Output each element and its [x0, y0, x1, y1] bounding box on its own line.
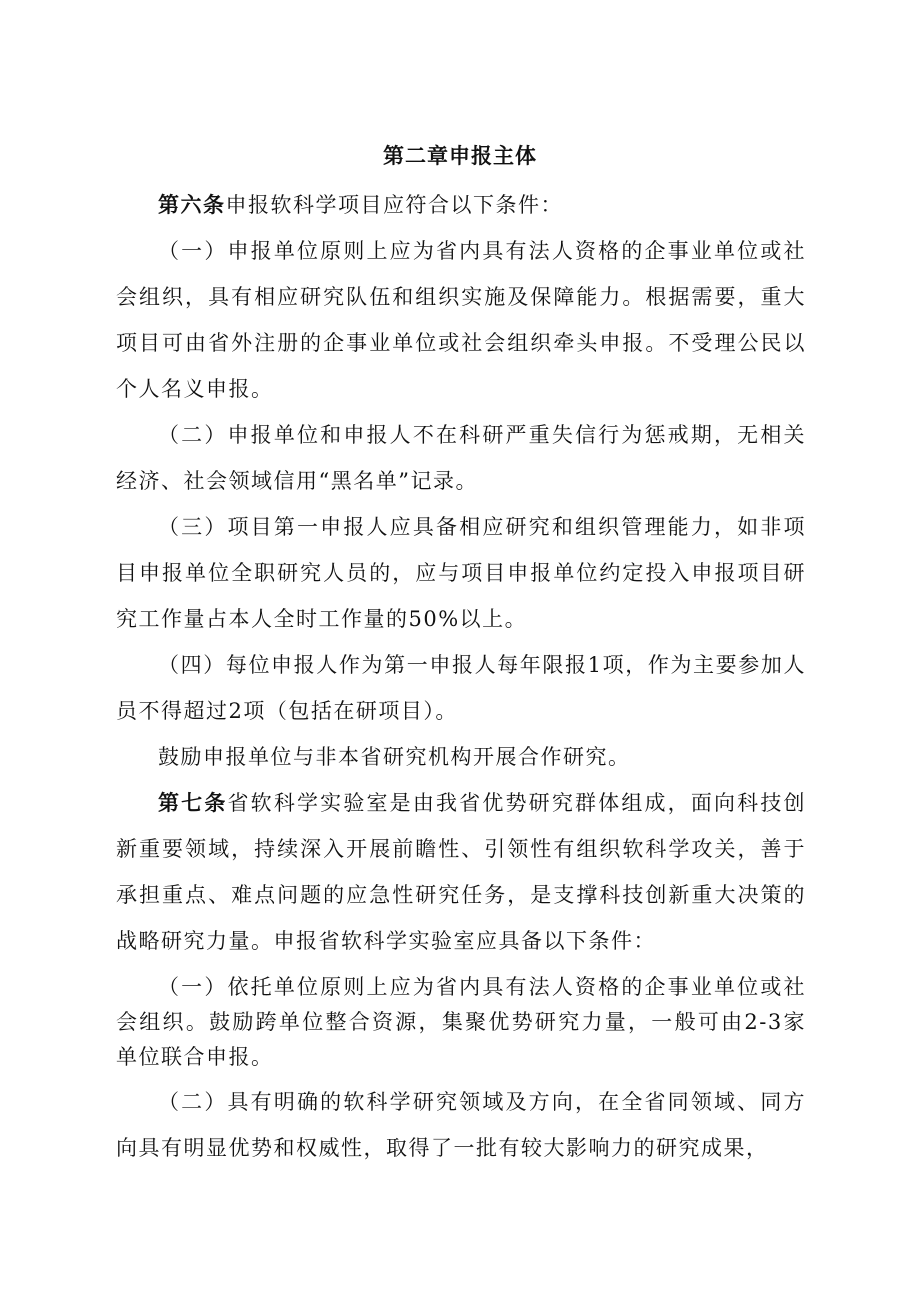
article-6-paragraph — [116, 182, 806, 228]
article-6-text: 申报软科学项目应符合以下条件： — [225, 193, 563, 217]
article-7-item-2: （二）具有明确的软科学研究领域及方向，在全省同领域、同方向具有明显优势和权威性，取得了一批有较大影响力的研究成果， — [116, 1090, 806, 1160]
document-body — [116, 182, 806, 1171]
article-7-item-1: （一）依托单位原则上应为省内具有法人资格的企事业单位或社会组织。鼓励跨单位整合资源，集聚优势研究力量，一般可由2-3家单位联合申报。 — [116, 975, 806, 1069]
chapter-title: 第二章申报主体 — [383, 143, 537, 168]
article-6-item-3: （三）项目第一申报人应具备相应研究和组织管理能力，如非项目申报单位全职研究人员的，应与项目申报单位约定投入申报项目研究工作量占本人全时工作量的50%以上。 — [116, 515, 806, 631]
article-6-lead: 第六条 — [158, 192, 226, 217]
article-7-text: 省软科学实验室是由我省优势研究群体组成，面向科技创新重要领域，持续深入开展前瞻性、引领性有组织软科学攻关，善于承担重点、难点问题的应急性研究任务，是支撑科技创新重大决策的战略研究力量。申报省软科学实验室应具备以下条件： — [116, 791, 806, 953]
article-6-item-2: （二）申报单位和申报人不在科研严重失信行为惩戒期，无相关经济、社会领域信用“黑名单”记录。 — [116, 423, 806, 493]
article-6-item-4: （四）每位申报人作为第一申报人每年限报1项，作为主要参加人员不得超过2项（包括在研项目）。 — [116, 653, 806, 723]
article-6-note: 鼓励申报单位与非本省研究机构开展合作研究。 — [158, 745, 631, 769]
article-7-lead: 第七条 — [158, 790, 228, 815]
article-7-paragraph — [116, 780, 806, 964]
article-6-item-1: （一）申报单位原则上应为省内具有法人资格的企事业单位或社会组织，具有相应研究队伍和组织实施及保障能力。根据需要，重大项目可由省外注册的企事业单位或社会组织牵头申报。不受理公民以个人名义申报。 — [116, 239, 806, 401]
